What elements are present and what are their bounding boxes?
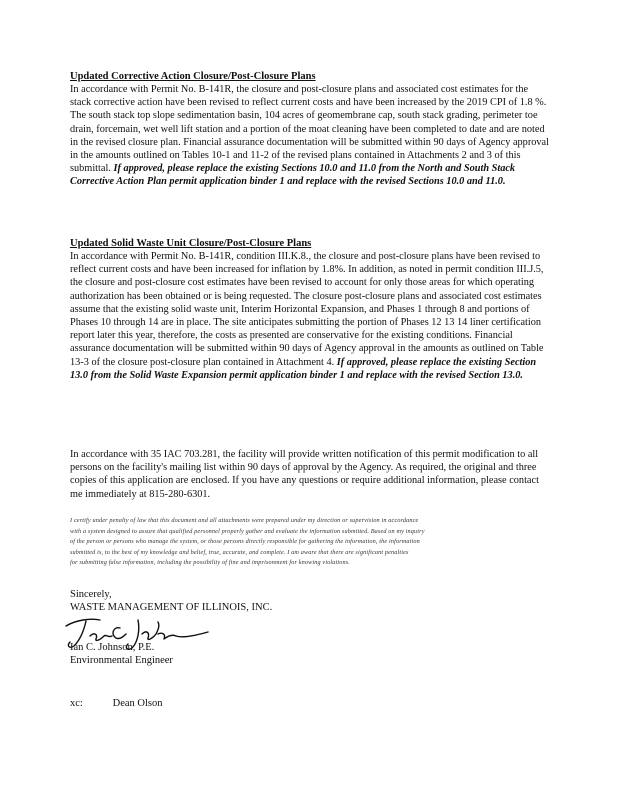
notification-section [70, 448, 550, 501]
certification-line: with a system designed to assure that qualified personnel properly gather and evaluate the information submitted. Based on my inquiry [70, 527, 425, 535]
notification-paragraph: In accordance with 35 IAC 703.281, the facility will provide written notification of this permit modification to all persons on the facility's mailing list within 90 days of approval by the Agency. As required, the original and three copies of this application are enclosed. If you have any questions or require additional information, please contact me immediately at 815-280-6301. [70, 449, 539, 500]
signer-block [70, 641, 173, 667]
company-name: WASTE MANAGEMENT OF ILLINOIS, INC. [70, 602, 273, 613]
certification-line: submitted is, to the best of my knowledge and belief, true, accurate, and complete. I am aware that there are significant penalties [70, 548, 409, 556]
corrective-action-section [70, 70, 550, 189]
solid-waste-body: In accordance with Permit No. B-141R, condition III.K.8., the closure and post-closure plans have been revised to reflect current costs and have been increased for inflation by 1.8%. In addition, as noted in permit condition III.J.5, the closure and post-closure cost estimates have been revised to account for only those areas for which operating authorization has been obtained or is being requested. The closure post-closure plans and associated cost estimates assume that the existing solid waste unit, Interim Horizontal Expansion, and Phases 1 through 8 and portions of Phases 10 through 14 are in place. The site anticipates submitting the portion of Phases 12 13 14 liner certification report later this year, therefore, the costs as presented are conservative for the existing conditions. Financial assurance documentation will be submitted within 90 days of Agency approval in the amounts as outlined on Table 13-3 of the closure post-closure plan contained in Attachment 4. [70, 251, 544, 368]
certification-line: of the person or persons who manage the system, or those persons directly responsible for gathering the information, the information [70, 538, 420, 545]
solid-waste-paragraph [70, 250, 550, 382]
salutation: Sincerely, [70, 589, 112, 600]
certification-statement [70, 516, 548, 569]
signer-name: Ian C. Johnson, P.E. [70, 642, 155, 653]
certification-line: for submitting false information, including the possibility of fine and imprisonment for knowing violations. [70, 559, 351, 566]
cc-label: xc: [70, 698, 83, 709]
certification-line: I certify under penalty of law that this document and all attachments were prepared under my direction or supervision in accordance [70, 517, 419, 524]
solid-waste-request: If approved, please replace the existing Section 13.0 from the Solid Waste Expansion permit application binder 1 and replace with the revised Section 13.0. [70, 356, 537, 381]
cc-recipient: Dean Olson [112, 698, 163, 709]
corrective-action-paragraph [70, 83, 550, 189]
corrective-action-request: If approved, please replace the existing Sections 10.0 and 11.0 from the North and South Stack Corrective Action Plan permit application binder 1 and replace with the revised Sections 10.0 and 11.0. [70, 163, 516, 188]
solid-waste-heading: Updated Solid Waste Unit Closure/Post-Closure Plans [70, 238, 312, 249]
carbon-copy-line [70, 697, 163, 710]
closing-block [70, 588, 272, 614]
signer-title: Environmental Engineer [70, 655, 173, 666]
solid-waste-section [70, 237, 550, 382]
corrective-action-heading: Updated Corrective Action Closure/Post-Closure Plans [70, 71, 316, 82]
corrective-action-body: In accordance with Permit No. B-141R, the closure and post-closure plans and associated cost estimates for the stack corrective action have been revised to reflect current costs and have been increased by the 2019 CPI of 1.8 %. The south stack top slope sedimentation basin, 104 acres of geomembrane cap, south stack grading, perimeter toe drain, forcemain, wet well lift station and a portion of the moat cleaning have been completed to date and are noted in the revised closure plan. Financial assurance documentation will be submitted within 90 days of Agency approval in the amounts outlined on Tables 10-1 and 11-2 of the revised plans contained in Attachments 2 and 3 of this submittal. [70, 84, 549, 175]
